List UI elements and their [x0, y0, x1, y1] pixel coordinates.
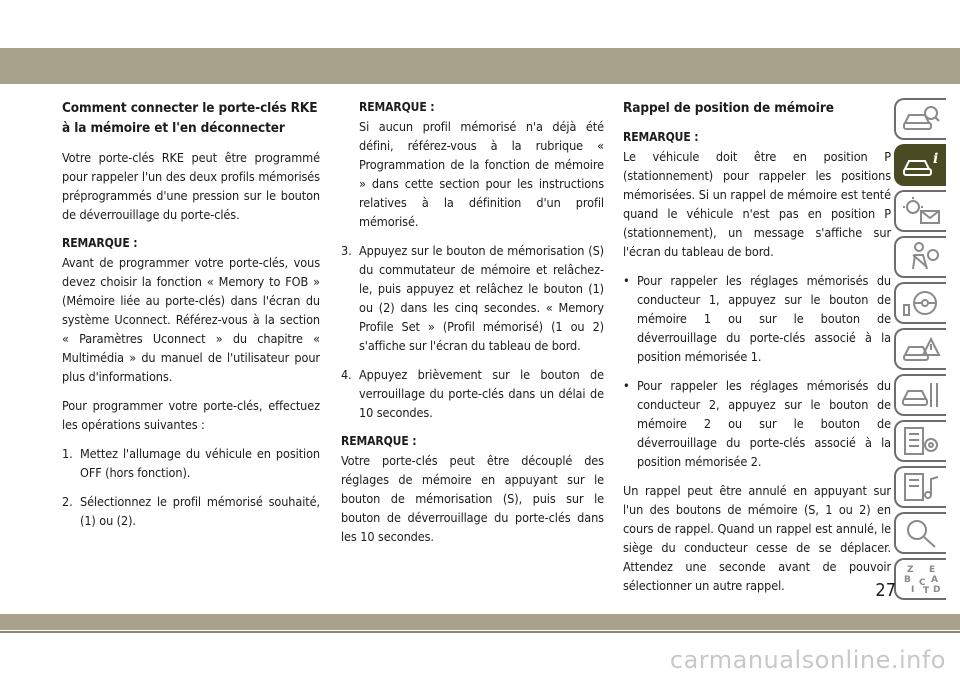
step-item — [341, 365, 604, 422]
note-label: REMARQUE : — [359, 100, 435, 114]
tab-warning-lights[interactable] — [894, 190, 946, 232]
index-letter: E — [929, 565, 936, 575]
bottom-color-band — [0, 614, 960, 630]
steps-list-2 — [341, 241, 604, 422]
note-text-memory-to-fob: Avant de programmer votre porte-clés, vous devez choisir la fonction « Memory to FOB » (Mémoire liée au porte-clés) dans l'écran du système Uconnect. Référez-vous à la section « Paramètres Uconnect » du chapitre « Multimédia » du manuel de l'utilisateur pour plus d'informations. — [62, 255, 320, 384]
tab-roadside-emergency[interactable] — [894, 328, 946, 370]
index-letter: A — [931, 575, 938, 585]
index-letter: B — [904, 575, 911, 585]
index-letters-icon — [901, 563, 941, 595]
note-block-no-profile — [341, 98, 604, 231]
tab-specifications[interactable] — [894, 420, 946, 462]
step-number: 4. — [341, 367, 352, 382]
recall-bullets — [623, 271, 891, 471]
index-letter: I — [911, 585, 915, 595]
top-color-band — [0, 48, 960, 84]
index-letter: Z — [907, 565, 914, 575]
paragraph-cancel-recall: Un rappel peut être annulé en appuyant sur l'un des boutons de mémoire (S, 1 ou 2) en cours de rappel. Quand un rappel est annulé, le siège du conducteur cesse de se déplacer. Attendez une seconde avant de pouvoir sélectionner un autre rappel. — [623, 483, 891, 593]
step-number: 3. — [341, 243, 352, 258]
maintenance-tools-icon — [901, 379, 941, 411]
step-item — [62, 444, 320, 482]
index-letter: D — [933, 585, 941, 595]
airbag-seatbelt-icon — [901, 241, 941, 273]
note-label: REMARQUE : — [623, 130, 699, 144]
section-heading-fob-memory: Comment connecter le porte-clés RKE à la mémoire et l'en déconnecter — [62, 100, 318, 136]
note-label: REMARQUE : — [341, 434, 417, 448]
steps-list-1 — [62, 444, 320, 530]
bullet-item-driver-1: • Pour rappeler les réglages mémorisés du conducteur 1, appuyez sur le bouton de mémoire 1 ou sur le bouton de déverrouillage du porte-clés associé à la position mémorisée 1. — [623, 271, 891, 366]
multimedia-music-icon — [901, 471, 941, 503]
tab-safety[interactable] — [894, 236, 946, 278]
step-item — [62, 492, 320, 530]
note-text-unlink-fob: Votre porte-clés peut être découplé des réglages de mémoire en appuyant sur le bouton de mémorisation (S), puis sur le bouton de déverrouillage du porte-clés dans les 10 secondes. — [341, 453, 604, 544]
specifications-gear-icon — [901, 425, 941, 457]
tab-maintenance[interactable] — [894, 374, 946, 416]
index-letter: C — [919, 578, 926, 588]
tab-index[interactable] — [894, 558, 946, 600]
page-number: 27 — [875, 580, 896, 601]
step-number: 2. — [62, 494, 73, 509]
tab-car-info[interactable] — [894, 144, 946, 186]
column-right — [623, 98, 891, 605]
chapter-tabs — [894, 98, 950, 604]
tab-starting-driving[interactable] — [894, 282, 946, 324]
section-heading-memory-recall: Rappel de position de mémoire — [623, 100, 834, 116]
bottom-divider — [0, 631, 960, 633]
watermark-text: carmanualsonline.info — [669, 646, 946, 674]
car-search-icon — [901, 103, 941, 135]
tab-car-search[interactable] — [894, 98, 946, 140]
customer-assistance-icon — [901, 517, 941, 549]
car-info-icon — [901, 149, 941, 181]
bullet-item-driver-2: • Pour rappeler les réglages mémorisés du conducteur 2, appuyez sur le bouton de mémoire 2 ou sur le bouton de déverrouillage du porte-clés associé à la position mémorisée 2. — [623, 376, 891, 471]
column-middle — [341, 98, 604, 556]
step-text: Appuyez sur le bouton de mémorisation (S) du commutateur de mémoire et relâchez-le, puis appuyez et relâchez le bouton (1) ou (2) dans les cinq secondes. « Memory Profile Set » (Profil mémorisé) (1 ou 2) s'affiche sur l'écran du tableau de bord. — [359, 243, 604, 353]
warning-lights-message-icon — [901, 195, 941, 227]
step-number: 1. — [62, 446, 73, 461]
step-text: Mettez l'allumage du véhicule en position OFF (hors fonction). — [80, 446, 320, 480]
step-text: Appuyez brièvement sur le bouton de verrouillage du porte-clés dans un délai de 10 secondes. — [359, 367, 604, 420]
svg-text:i: i — [933, 151, 939, 167]
index-letter: T — [923, 586, 930, 595]
note-text-no-profile: Si aucun profil mémorisé n'a déjà été défini, référez-vous à la rubrique « Programmation de la fonction de mémoire » dans cette section pour les instructions relatives à la définition d'un profil mémorisé. — [359, 119, 604, 229]
step-item — [341, 241, 604, 355]
roadside-emergency-icon — [901, 333, 941, 365]
step-text: Sélectionnez le profil mémorisé souhaité, (1) ou (2). — [80, 494, 320, 528]
column-left — [62, 98, 320, 540]
note-label: REMARQUE : — [62, 236, 138, 250]
paragraph-fob-intro: Votre porte-clés RKE peut être programmé pour rappeler l'un des deux profils mémorisés préprogrammés d'une pression sur le bouton de déverrouillage du porte-clés. — [62, 150, 320, 222]
note-text-park-position: Le véhicule doit être en position P (stationnement) pour rappeler les positions mémorisées. Si un rappel de mémoire est tenté quand le véhicule n'est pas en position P (stationnement), un message s'affiche sur l'écran du tableau de bord. — [623, 149, 891, 259]
tab-customer-assistance[interactable] — [894, 512, 946, 554]
paragraph-program-steps-intro: Pour programmer votre porte-clés, effectuez les opérations suivantes : — [62, 398, 320, 432]
starting-driving-icon — [901, 287, 941, 319]
tab-multimedia[interactable] — [894, 466, 946, 508]
